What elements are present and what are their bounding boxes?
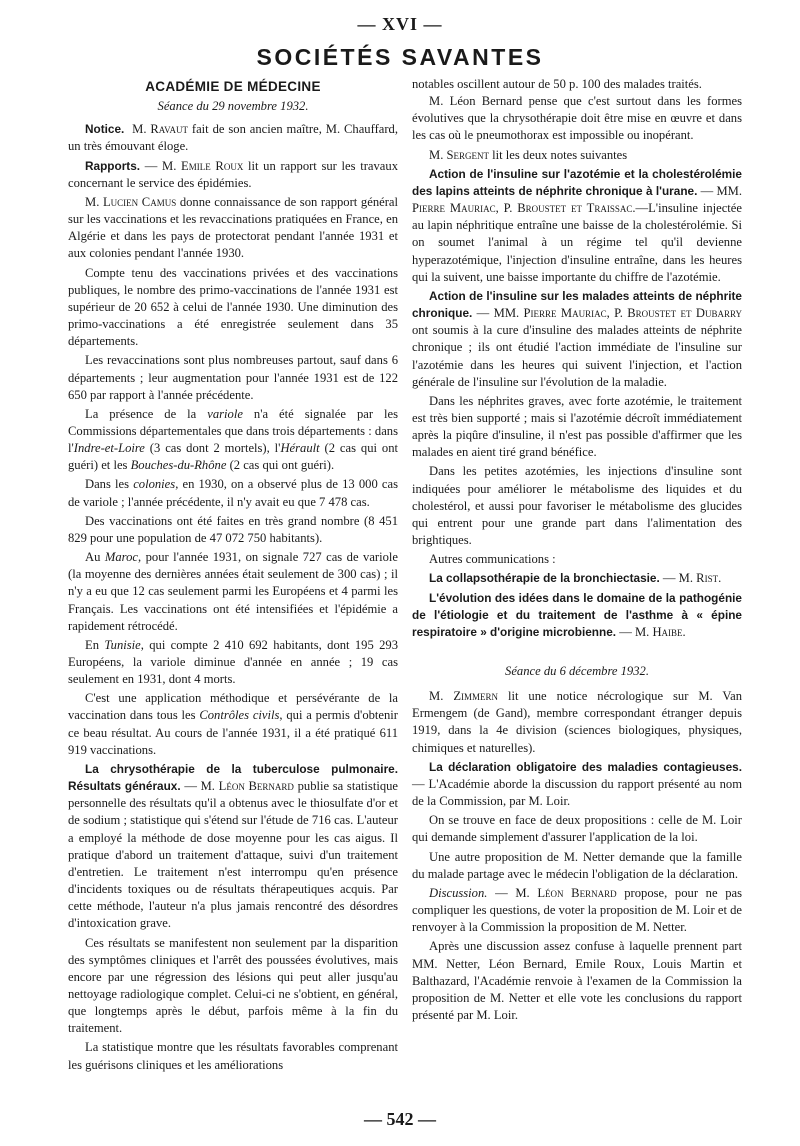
rapports-paragraph — [68, 158, 398, 192]
compte-paragraph: Compte tenu des vaccinations privées et des vaccinations publiques, le nombre des primo-vaccinations de l'année 1931 est supérieur de 20 652 à celui de l'année 1930. Une diminution des primo-vaccinations a été enregistrée seulement dans 35 départements. — [68, 265, 398, 349]
rapports-dash: — M. — [140, 158, 182, 173]
tunisie-text-1: En — [85, 637, 105, 652]
zimmern-paragraph — [412, 688, 742, 757]
vaccinations-paragraph: Des vaccinations ont été faites en très grand nombre (8 451 829 pour une population de 47 072 750 habitants). — [68, 513, 398, 545]
insuline1-title: Action de l'insuline sur l'azotémie et la cholestérolémie des lapins atteints de néphrite chronique à l'urane. — [412, 166, 742, 198]
sergent-author: Sergent — [446, 147, 489, 162]
chryso-dash: — M. — [180, 779, 219, 794]
collapso-paragraph — [412, 570, 742, 587]
maroc-text-1: Au — [85, 550, 105, 565]
discussion-paragraph — [412, 885, 742, 936]
colonies-paragraph — [68, 476, 398, 510]
asthme-title: L'évolution des idées dans le domaine de la pathogénie de l'étiologie et du traitement de l'asthme à « épine respiratoire » d'origine microbienne. — [412, 590, 742, 639]
rapports-label: Rapports. — [85, 158, 141, 173]
insuline2-dash: — MM. — [472, 306, 524, 321]
variole-text-5: (2 cas qui ont guéri). — [226, 458, 335, 473]
declaration-dash: — — [412, 776, 425, 791]
discussion-author: Léon Bernard — [537, 885, 617, 900]
zimmern-text-2: lit une notice nécrologique sur M. Van Ermengem (de Gand), membre correspondant étranger depuis 1919, dans la 4e division (sciences biologiques, physiques, chimiques et naturelles). — [412, 689, 743, 755]
herault: Hérault — [280, 441, 320, 456]
section-title: SOCIÉTÉS SAVANTES — [256, 44, 544, 70]
insuline1-text: —L'insuline injectée au lapin néphritique entraîne une baisse de la cholestérolémie. Si on soumet l'animal à un régime tel qu'il devienne hyperazotémique, l'injection d'insuline entraîne, dans les heures qui la suivent, une baisse importante du chiffre de l'azotémie. — [412, 201, 742, 284]
chryso-text: publie sa statistique personnelle des résultats qu'il a obtenus avec le thiosulfate d'or et de sodium ; statistique qui s'étend sur l'étude de 716 cas. L'auteur a employé la méthode de dose moyenne pour les cas aigus. Il pratique d'abord un traitement d'attaque, suivi d'un traitement d'entretien. Le traitement n'est interrompu qu'en présence d'incidents toxiques ou de résultats thérapeutiques acquis. Par cette méthode, l'auteur n'a plus jamais rencontré des désordres d'intoxication grave. — [68, 779, 398, 931]
bernard-paragraph: M. Léon Bernard pense que c'est surtout dans les formes évolutives que la chrysothérapie doit être mise en œuvre et dans les cas où le pneumothorax est impossible ou inopérant. — [412, 94, 742, 143]
chryso-title: La chrysothérapie de la tuberculose pulmonaire. Résultats généraux. — [68, 761, 398, 794]
application-text-2: , qui a permis d'obtenir ce beau résultat. Au cours de l'année 1931, il a été pratiqué 611 919 vaccinations. — [68, 708, 398, 757]
insuline2-paragraph — [412, 288, 742, 391]
roman-page-number: — XVI — — [357, 14, 443, 34]
seance-date-2: Séance du 6 décembre 1932. — [505, 664, 649, 678]
statistique-paragraph: La statistique montre que les résultats favorables comprenant les guérisons cliniques et les améliorations — [68, 1040, 398, 1072]
revacc-paragraph: Les revaccinations sont plus nombreuses partout, sauf dans 6 départements ; leur augmentation pour l'année 1931 est de 122 650 par rapport à l'année précédente. — [68, 353, 398, 402]
insuline2-title: Action de l'insuline sur les malades atteints de néphrite chronique. — [412, 288, 742, 321]
petites-azotemies-paragraph: Dans les petites azotémies, les injections d'insuline sont indiquées pour améliorer le métabolisme des liquides et du cholestérol, et aussi pour favoriser le métabolisme des glucides qui entrent pour une grande part dans l'alimentation des brightiques. — [412, 464, 742, 548]
declaration-title: La déclaration obligatoire des maladies contagieuses. — [429, 759, 742, 774]
collapso-author: — M. Rist. — [659, 571, 722, 586]
chryso-author: Léon Bernard — [218, 779, 294, 794]
application-text-1: C'est une application méthodique et persévérante de la vaccination dans tous les — [68, 691, 398, 723]
colonies-text-2: , en 1930, on a observé plus de 13 000 cas de variole ; l'année précédente, il n'y avait eu que 7 478 cas. — [68, 477, 398, 509]
discussion-label: Discussion. — [429, 885, 488, 900]
rapports-text: lit un rapport sur les travaux concernant le service des épidémies. — [68, 158, 398, 190]
asthme-author: — M. Haibe. — [616, 624, 686, 639]
zimmern-author: Zimmern — [453, 689, 499, 704]
insuline1-authors: MM. Pierre Mauriac, P. Broustet et Traissac. — [412, 183, 743, 216]
notice-paragraph — [68, 121, 398, 155]
variole-text-3: (3 cas dont 2 mortels), l' — [144, 441, 281, 456]
asthme-paragraph — [412, 590, 742, 641]
resultats-paragraph: Ces résultats se manifestent non seulement par la disparition des symptômes cliniques et l'arrêt des poussées évolutives, mais encore par une régression des lésions qui peut aller jusqu'au nettoyage radiologique complet. Celui-ci ne s'obtient, en général, que longtemps après le début, parfois même à la fin du traitement. — [68, 935, 398, 1036]
notice-author: M. Ravaut — [132, 122, 188, 137]
academy-heading: ACADÉMIE DE MÉDECINE — [145, 79, 321, 94]
nephrites-paragraph: Dans les néphrites graves, avec forte azotémie, le traitement est très bien supporté ; mais si l'azotémie décroît immédiatement après la piqûre d'insuline, il n'est pas possible d'affirmer que les malades en aient tiré grand bénéfice. — [412, 393, 742, 460]
variole-italic: variole — [207, 406, 243, 421]
camus-text: donne connaissance de son rapport général sur les vaccinations et les revaccinations pratiquées en France, en Algérie et dans les pays de protectorat pendant l'année 1931 et aux colonies pendant l'année 1930. — [68, 194, 398, 261]
right-column — [412, 76, 742, 1024]
continuation-paragraph: notables oscillent autour de 50 p. 100 des malades traités. — [412, 77, 702, 91]
discussion-dash: — M. — [487, 885, 538, 900]
tunisie-paragraph — [68, 637, 398, 688]
declaration-text: L'Académie aborde la discussion du rapport présenté au nom de la Commission, par M. Loir. — [412, 776, 742, 809]
controles-civils: Contrôles civils — [199, 708, 280, 723]
colonies-italic: colonies — [133, 477, 176, 492]
tunisie-italic: Tunisie — [104, 637, 141, 652]
variole-text-2: n'a été signalée par les Commissions départementales que dans trois départements : dans l' — [68, 406, 398, 456]
indre-et-loire: Indre-et-Loire — [73, 441, 145, 456]
page-number: — 542 — — [364, 1109, 436, 1129]
seance-date: Séance du 29 novembre 1932. — [157, 99, 309, 114]
sergent-paragraph — [412, 147, 742, 164]
insuline2-text: ont soumis à la cure d'insuline des malades atteints de néphrite chronique ; ils ont étudié l'action immédiate de l'insuline sur l'azotémie dans les heures qui suivent l'injection, et l'action générale de l'insuline sur l'évolution de la maladie. — [412, 323, 742, 389]
zimmern-text-1: M. — [429, 689, 454, 704]
camus-paragraph — [68, 194, 398, 263]
variole-text-4: (2 cas qui ont guéri) et les — [68, 441, 398, 473]
variole-text-1: La présence de la — [85, 406, 208, 421]
autres-communications: Autres communications : — [429, 552, 556, 567]
notice-label: Notice. — [85, 122, 125, 137]
maroc-italic: Maroc — [104, 550, 138, 565]
sergent-text-1: M. — [429, 147, 447, 162]
declaration-paragraph — [412, 759, 742, 810]
deux-propositions-paragraph: On se trouve en face de deux propositions : celle de M. Loir qui demande simplement d'assurer l'application de la loi. — [412, 813, 742, 845]
chryso-paragraph — [68, 761, 398, 933]
insuline2-authors: Pierre Mauriac, P. Broustet et Dubarry — [523, 306, 742, 321]
application-paragraph — [68, 690, 398, 759]
insuline1-dash: — — [697, 183, 717, 198]
tunisie-text-2: , qui compte 2 410 692 habitants, dont 195 293 Européens, la variole diminue d'année en année ; 19 cas seulement en 1931, dont 4 morts. — [68, 637, 399, 687]
conclusion-paragraph: Après une discussion assez confuse à laquelle prennent part MM. Netter, Léon Bernard, Emile Roux, Louis Martin et Balthazard, l'Académie renvoie à l'examen de la Commission la proposition de M. Netter et elle vote les conclusions du rapport présenté par M. Loir. — [412, 939, 742, 1022]
variole-paragraph — [68, 406, 398, 475]
netter-paragraph: Une autre proposition de M. Netter demande que la famille du malade partage avec le médecin l'obligation de la déclaration. — [412, 849, 742, 881]
insuline1-paragraph — [412, 166, 742, 286]
maroc-paragraph — [68, 549, 398, 635]
notice-text: fait de son ancien maître, M. Chauffard, un très émouvant éloge. — [68, 122, 398, 154]
sergent-text-2: lit les deux notes suivantes — [489, 147, 628, 162]
camus-author: M. Lucien Camus — [85, 194, 177, 209]
rapports-author: Emile Roux — [181, 158, 244, 173]
left-column — [68, 76, 398, 1074]
discussion-text: propose, pour ne pas compliquer les questions, de voter la proposition de M. Loir et de renvoyer à la Commission la proposition de M. Netter. — [412, 885, 742, 935]
bouches-du-rhone: Bouches-du-Rhône — [130, 458, 227, 473]
colonies-text-1: Dans les — [85, 477, 134, 492]
collapso-title: La collapsothérapie de la bronchiectasie. — [429, 571, 660, 586]
maroc-text-2: , pour l'année 1931, on signale 727 cas de variole (la moyenne des dernières années était seulement de 300 cas) ; il n'y a eu que 12 cas seulement parmi les Européens et 4 parmi les Français. Les vaccinations ont été intensifiées et l'épidémie a rapidement rétrocédé. — [68, 550, 399, 633]
